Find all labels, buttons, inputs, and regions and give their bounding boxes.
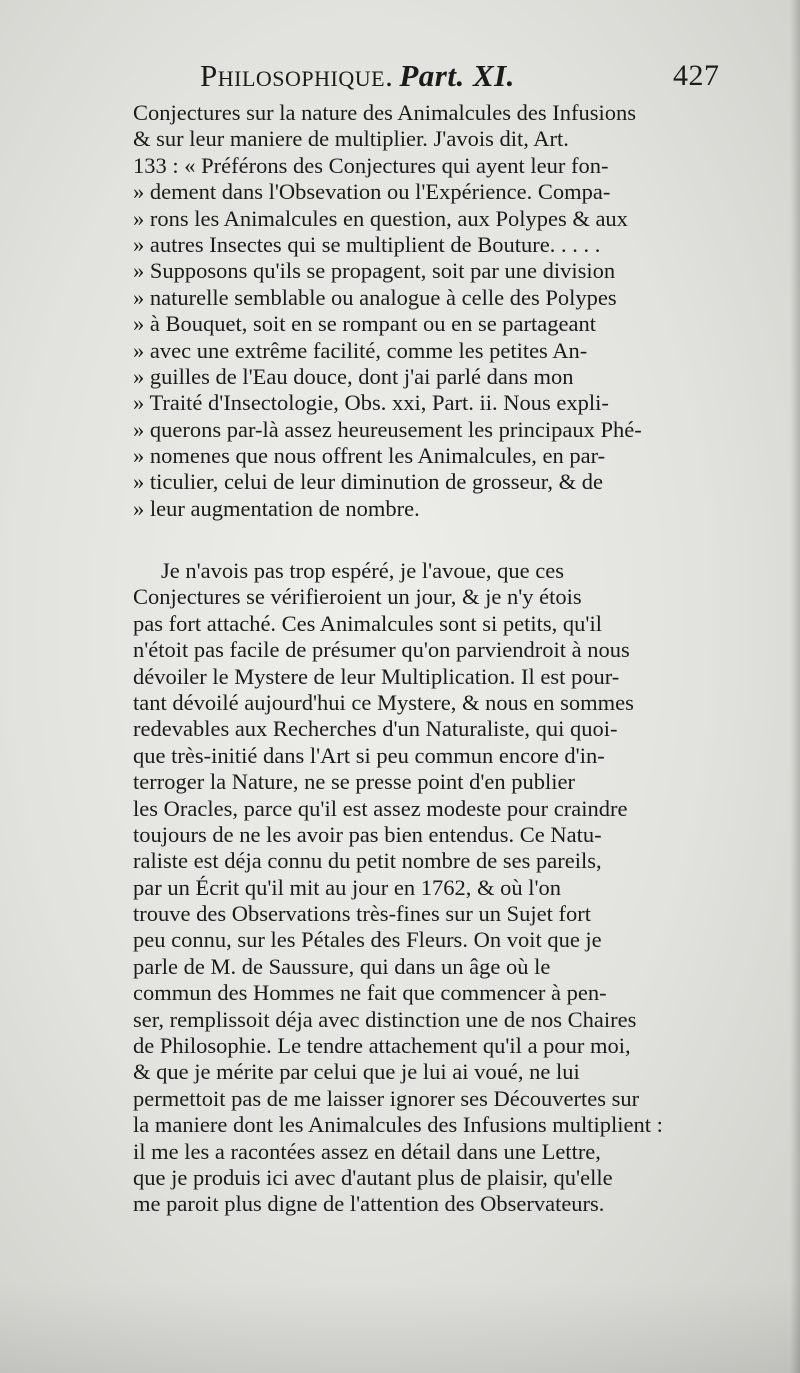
text-line: permettoit pas de me laisser ignorer ses Découvertes sur xyxy=(133,1085,640,1111)
text-line: 133 : « Préférons des Conjectures qui ayent leur fon- xyxy=(133,152,609,178)
page-edge-shadow xyxy=(790,0,800,1373)
text-line: Conjectures sur la nature des Animalcules des Infusions xyxy=(133,100,637,125)
text-line: » Traité d'Insectologie, Obs. xxi, Part. ii. Nous expli- xyxy=(133,390,609,416)
text-line: ser, remplissoit déja avec distinction une de nos Chaires xyxy=(133,1006,637,1032)
text-line: dévoiler le Mystere de leur Multiplication. Il est pour- xyxy=(133,663,620,689)
text-line: » ticulier, celui de leur diminution de grosseur, & de xyxy=(133,469,603,495)
text-line: il me les a racontées assez en détail dans une Lettre, xyxy=(133,1138,601,1164)
text-line: » naturelle semblable ou analogue à celle des Polypes xyxy=(133,284,617,310)
text-line: par un Écrit qu'il mit au jour en 1762, & où l'on xyxy=(133,874,562,900)
text-line: & que je mérite par celui que je lui ai voué, ne lui xyxy=(133,1059,580,1085)
text-line: de Philosophie. Le tendre attachement qu'il a pour moi, xyxy=(133,1033,631,1059)
text-line: & sur leur maniere de multiplier. J'avois dit, Art. xyxy=(133,126,569,152)
text-line: » dement dans l'Obsevation ou l'Expérience. Compa- xyxy=(133,179,611,205)
text-line: pas fort attaché. Ces Animalcules sont si petits, qu'il xyxy=(133,610,602,636)
text-line: » querons par-là assez heureusement les principaux Phé- xyxy=(133,416,642,442)
text-line: peu connu, sur les Pétales des Fleurs. On voit que je xyxy=(133,927,602,953)
text-line: n'étoit pas facile de présumer qu'on parviendroit à nous xyxy=(133,637,630,663)
paragraph-quotation xyxy=(133,100,743,522)
text-line: terroger la Nature, ne se presse point d'en publier xyxy=(133,769,576,795)
text-line: redevables aux Recherches d'un Naturaliste, qui quoi- xyxy=(133,716,618,742)
text-line: toujours de ne les avoir pas bien entendus. Ce Natu- xyxy=(133,821,602,847)
text-line: tant dévoilé aujourd'hui ce Mystere, & nous en sommes xyxy=(133,689,634,715)
text-line: » avec une extrême facilité, comme les petites An- xyxy=(133,337,588,363)
text-line: commun des Hommes ne fait que commencer à pen- xyxy=(133,980,607,1006)
text-line: me paroit plus digne de l'attention des Observateurs. xyxy=(133,1191,605,1217)
text-line: que très-initié dans l'Art si peu commun encore d'in- xyxy=(133,742,605,768)
part-number: Part. XI. xyxy=(399,58,515,93)
text-line: » Supposons qu'ils se propagent, soit par une division xyxy=(133,258,616,284)
running-title: Philosophique. xyxy=(200,58,394,93)
text-line: la maniere dont les Animalcules des Infusions multiplient : xyxy=(133,1112,663,1138)
text-line: » autres Insectes qui se multiplient de Bouture. . . . . xyxy=(133,231,601,257)
text-line: que je produis ici avec d'autant plus de plaisir, qu'elle xyxy=(133,1164,613,1190)
text-line: » à Bouquet, soit en se rompant ou en se partageant xyxy=(133,311,596,337)
text-line: Je n'avois pas trop espéré, je l'avoue, que ces xyxy=(161,558,564,583)
text-line: parle de M. de Saussure, qui dans un âge où le xyxy=(133,953,551,979)
text-line: » leur augmentation de nombre. xyxy=(133,495,420,521)
text-line: les Oracles, parce qu'il est assez modeste pour craindre xyxy=(133,795,628,821)
text-line: » nomenes que nous offrent les Animalcules, en par- xyxy=(133,443,606,469)
page-bottom-shade xyxy=(0,1283,800,1373)
page-number: 427 xyxy=(673,59,720,92)
text-line: » rons les Animalcules en question, aux Polypes & aux xyxy=(133,205,628,231)
paragraph-saussure xyxy=(133,558,743,1218)
text-line: Conjectures se vérifieroient un jour, & je n'y étois xyxy=(133,584,582,610)
running-header xyxy=(200,56,740,96)
text-line: trouve des Observations très-fines sur un Sujet fort xyxy=(133,901,592,927)
text-line: raliste est déja connu du petit nombre de ses pareils, xyxy=(133,848,602,874)
text-line: » guilles de l'Eau douce, dont j'ai parlé dans mon xyxy=(133,363,574,389)
